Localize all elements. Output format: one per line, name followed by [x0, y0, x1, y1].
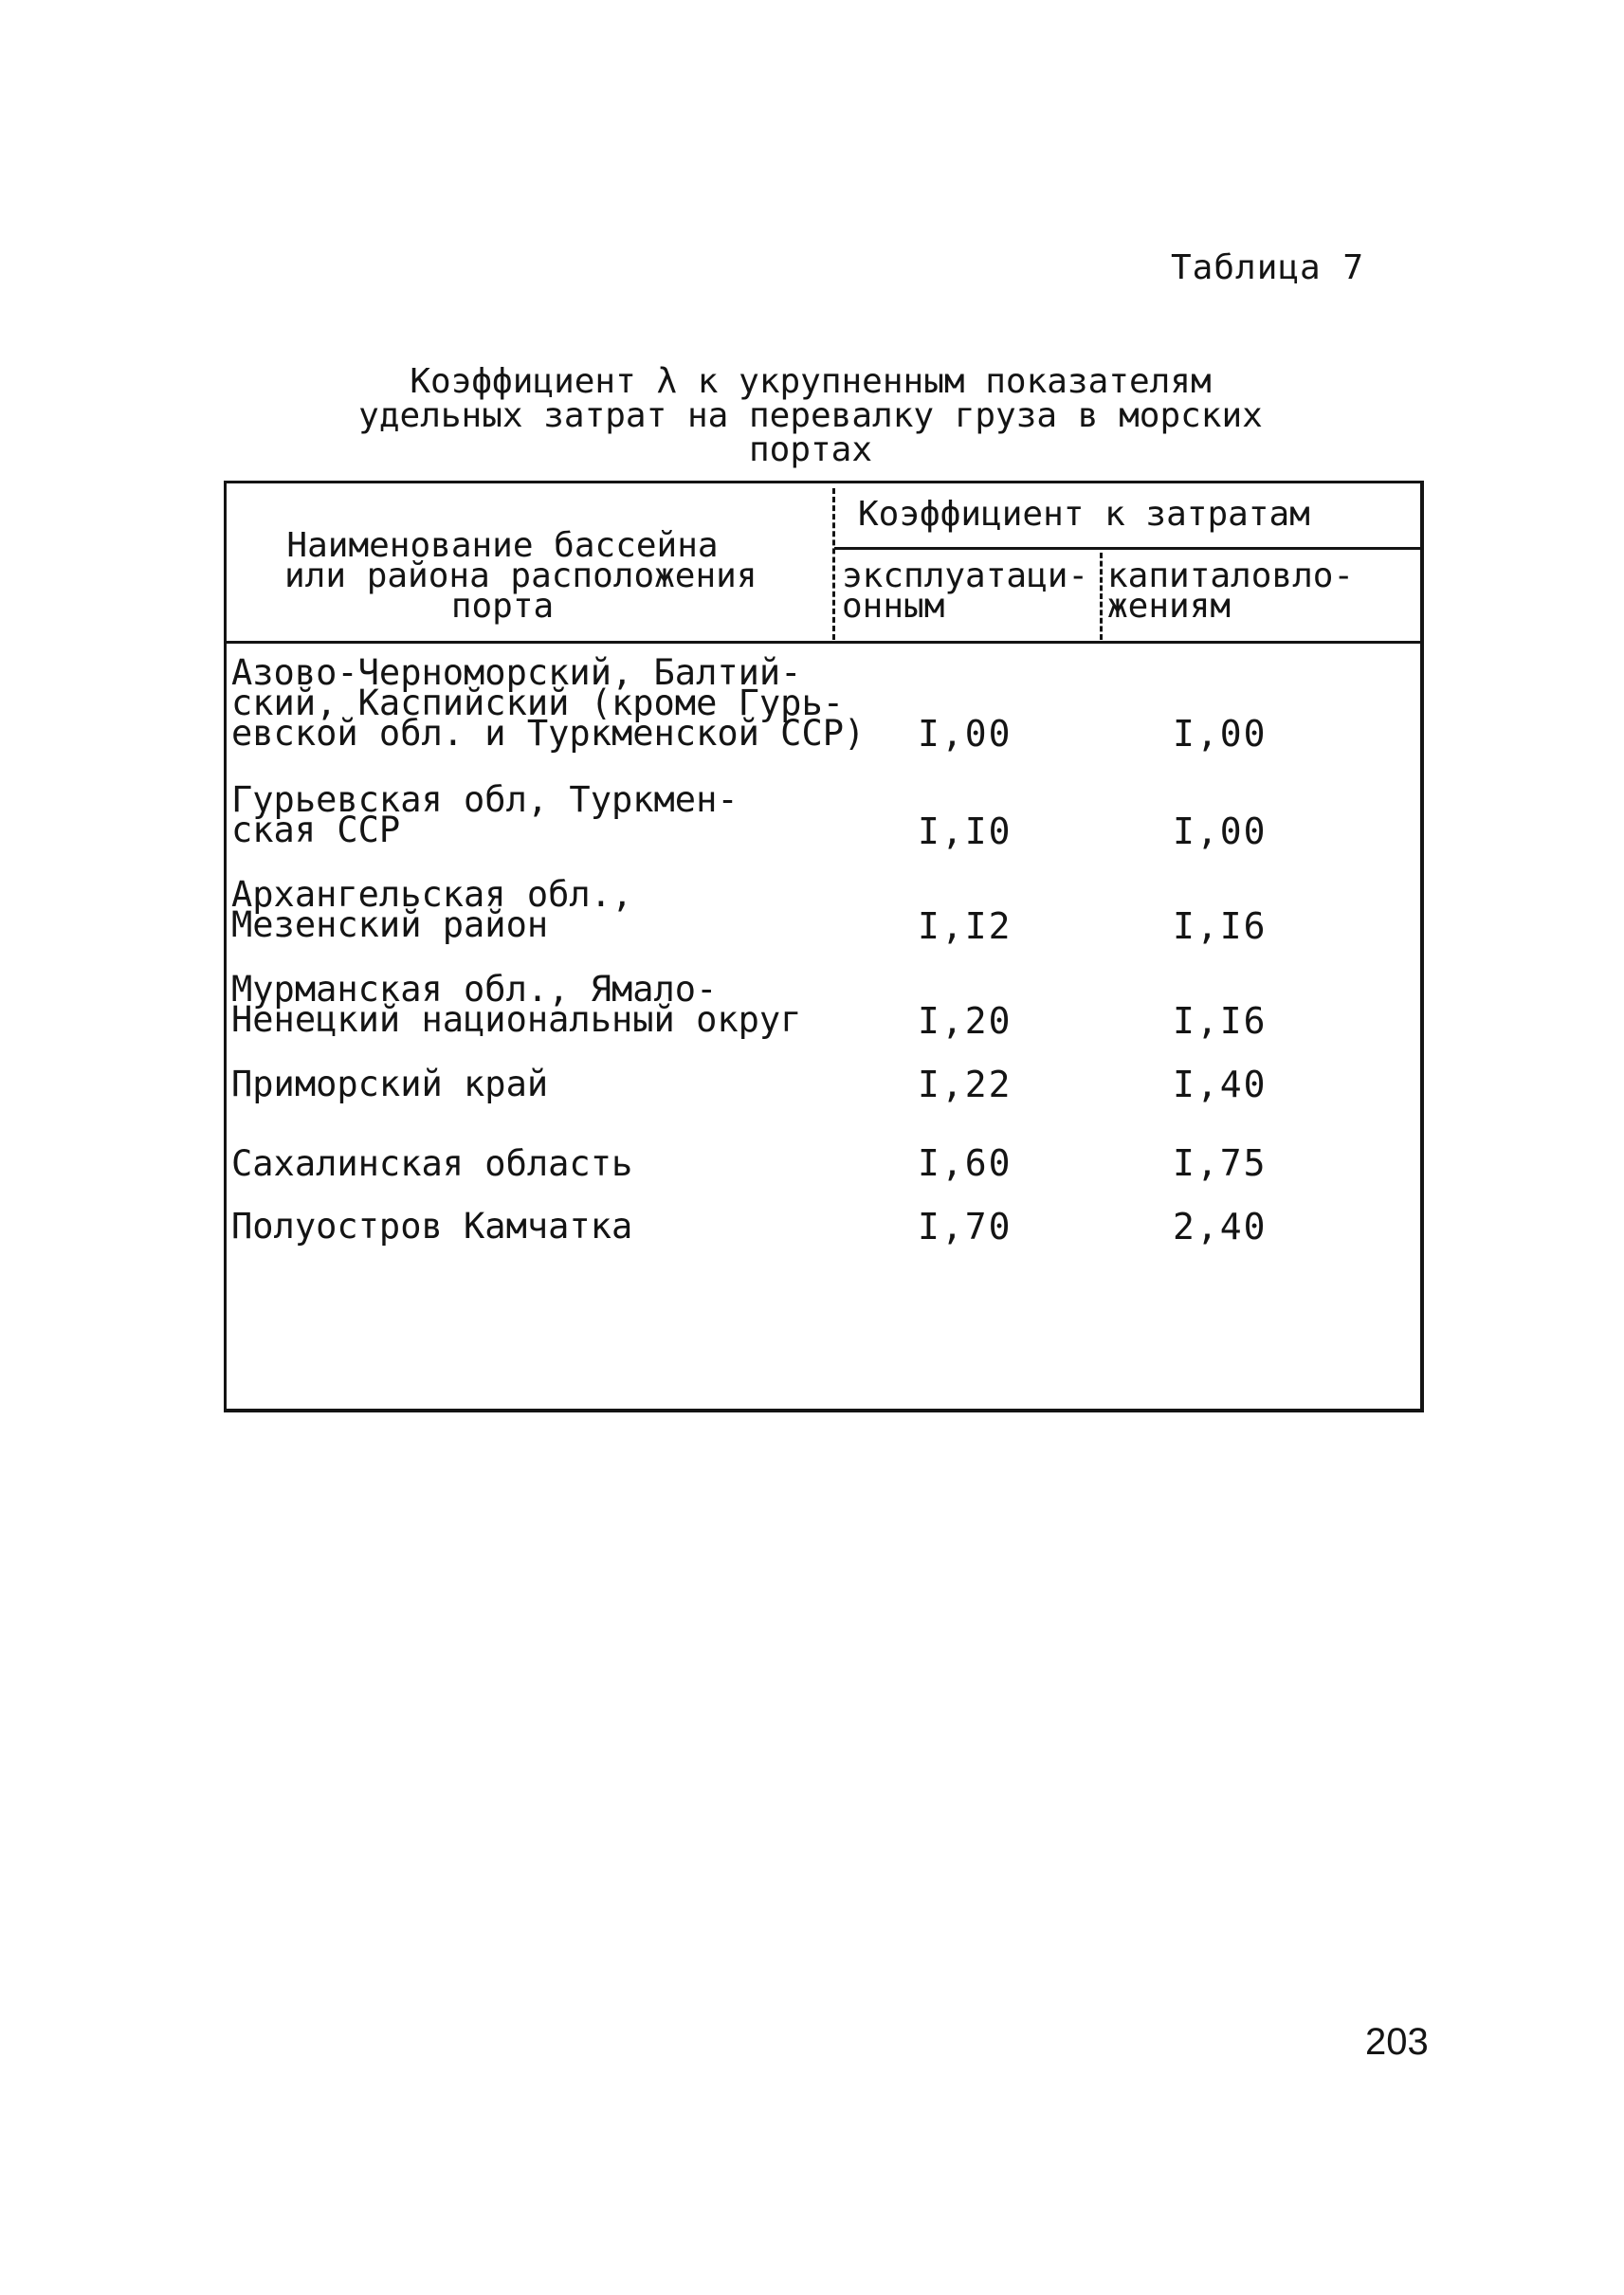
- table-row-5-name: Приморский край: [231, 1064, 549, 1104]
- table-label: Таблица 7: [1171, 248, 1365, 287]
- table-row-4-operational: I,20: [918, 1000, 1013, 1042]
- table-caption: [313, 362, 1308, 469]
- table-right-border: [1420, 481, 1424, 1412]
- table-bottom-border: [224, 1409, 1424, 1412]
- row-1-name-line-3: евской обл. и Туркменской ССР): [231, 713, 866, 754]
- table-row-4-capital: I,I6: [1173, 1000, 1268, 1042]
- caption-line-3: портах: [748, 430, 873, 469]
- col-divider-1: [832, 488, 835, 640]
- table-row-5-capital: I,40: [1173, 1064, 1268, 1105]
- table-row-1-name: [231, 652, 866, 754]
- header-name-column: [284, 526, 757, 626]
- table-row-6-name: Сахалинская область: [231, 1143, 633, 1184]
- group-header-rule: [834, 547, 1421, 550]
- table-row-3-capital: I,I6: [1173, 905, 1268, 947]
- col-divider-2: [1100, 553, 1103, 640]
- row-2-name-line-2: ская ССР: [231, 810, 401, 850]
- header-coef-group: Коэффициент к затратам: [858, 495, 1310, 534]
- table-row-2-operational: I,I0: [918, 811, 1013, 852]
- table-left-border: [224, 481, 227, 1412]
- table-row-2-name: [231, 779, 739, 850]
- row-4-name-line-2: Ненецкий национальный округ: [231, 999, 802, 1040]
- caption-line-1: Коэффициент λ к укрупненным показателям: [410, 362, 1212, 401]
- row-1-name-line-2: ский, Каспийский (кроме Гурь-: [231, 683, 845, 723]
- header-operational-line-1: эксплуатаци-: [842, 556, 1089, 595]
- table-row-1-operational: I,00: [918, 713, 1013, 755]
- table-row-6-capital: I,75: [1173, 1142, 1268, 1184]
- table-row-4-name: [231, 969, 802, 1040]
- table-row-1-capital: I,00: [1173, 713, 1268, 755]
- header-name-line-3: порта: [450, 587, 555, 626]
- row-3-name-line-1: Архангельская обл.,: [231, 874, 633, 915]
- header-name-line-2: или района расположения: [284, 556, 757, 595]
- table-top-border: [224, 481, 1423, 483]
- table-row-6-operational: I,60: [918, 1142, 1013, 1184]
- header-bottom-rule: [227, 641, 1421, 644]
- row-1-name-line-1: Азово-Черноморский, Балтий-: [231, 652, 802, 693]
- header-capital-line-1: капиталовло-: [1107, 556, 1355, 595]
- row-4-name-line-1: Мурманская обл., Ямало-: [231, 969, 718, 1010]
- table-row-7-capital: 2,40: [1173, 1206, 1268, 1248]
- header-capital-line-2: жениям: [1107, 587, 1232, 626]
- table-row-2-capital: I,00: [1173, 811, 1268, 852]
- table-row-3-operational: I,I2: [918, 905, 1013, 947]
- header-operational-line-2: онным: [842, 587, 945, 626]
- table-row-5-operational: I,22: [918, 1064, 1013, 1105]
- table-row-7-name: Полуостров Камчатка: [231, 1206, 633, 1247]
- table-row-7-operational: I,70: [918, 1206, 1013, 1248]
- page-number: 203: [1365, 2021, 1429, 2063]
- table-row-3-name: [231, 874, 633, 945]
- row-3-name-line-2: Мезенский район: [231, 904, 549, 945]
- caption-line-2: удельных затрат на перевалку груза в морских: [358, 396, 1263, 435]
- header-operational: [842, 556, 1089, 626]
- header-capital: [1107, 556, 1355, 626]
- row-2-name-line-1: Гурьевская обл, Туркмен-: [231, 779, 739, 820]
- header-name-line-1: Наименование бассейна: [286, 526, 719, 565]
